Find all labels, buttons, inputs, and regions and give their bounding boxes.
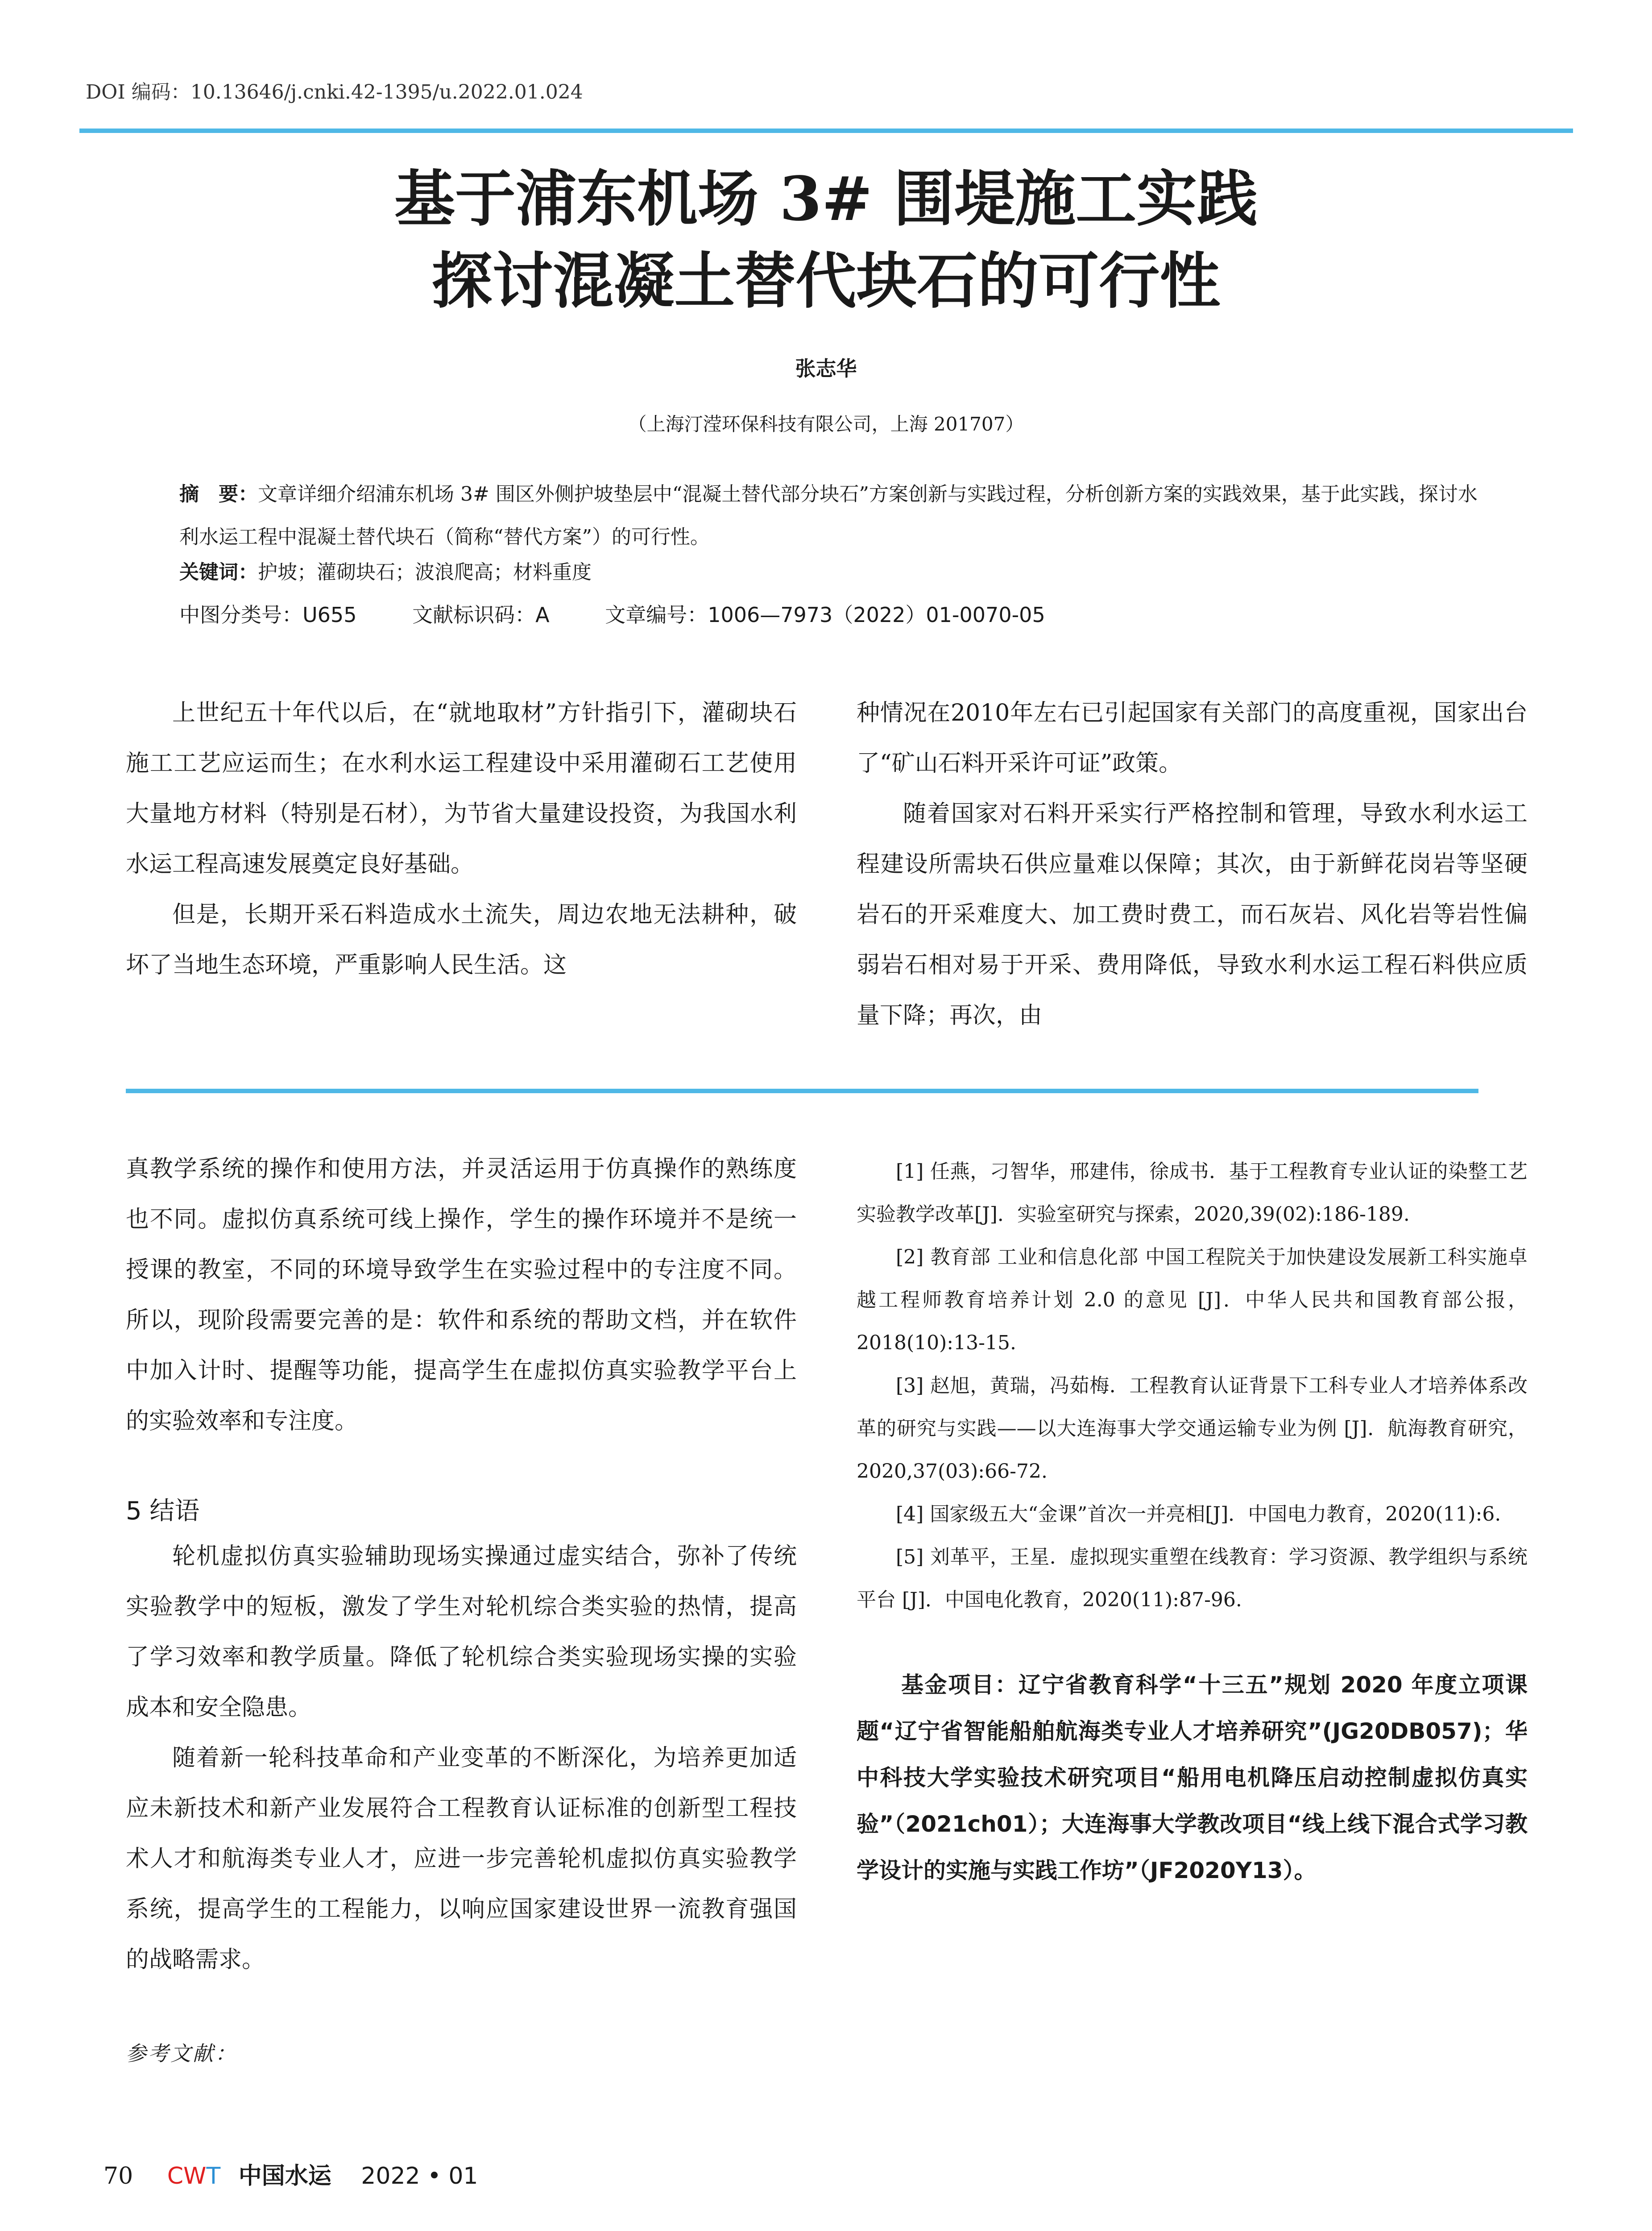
body-paragraph: 上世纪五十年代以后，在“就地取材”方针指引下，灌砌块石施工工艺应运而生；在水利水运工程建设中采用灌砌石工艺使用大量地方材料（特别是石材），为节省大量建设投资，为我国水利水运工程高速发展奠定良好基础。: [126, 700, 797, 878]
body-paragraph: 但是，长期开采石料造成水土流失，周边农地无法耕种，破坏了当地生态环境，严重影响人民生活。这: [126, 901, 797, 979]
section-divider-rule: [126, 1089, 1478, 1093]
conclusion-heading: 5 结语: [126, 1497, 200, 1526]
article-number: 文章编号：1006—7973（2022）01-0070-05: [605, 603, 1045, 627]
journal-name: 中国水运: [238, 2163, 331, 2190]
clc-number: 中图分类号：U655: [179, 603, 357, 627]
abstract: [179, 473, 1482, 559]
keywords: [179, 556, 592, 585]
keywords-text: 护坡；灌砌块石；波浪爬高；材料重度: [258, 561, 592, 584]
issue-number: 2022 • 01: [361, 2163, 478, 2190]
prev-article-right-column: [857, 1150, 1528, 1894]
doi-line: DOI 编码：10.13646/j.cnki.42-1395/u.2022.01.024: [86, 81, 583, 104]
reference-item: [1] 任燕，刁智华，邢建伟，徐成书．基于工程教育专业认证的染整工艺实验教学改革[J]．实验室研究与探索，2020,39(02):186-189.: [857, 1160, 1528, 1226]
logo-cw: CW: [167, 2163, 207, 2190]
reference-item: [2] 教育部 工业和信息化部 中国工程院关于加快建设发展新工科实施卓越工程师教育培养计划 2.0 的意见 [J]．中华人民共和国教育部公报，2018(10):13-15.: [857, 1246, 1528, 1354]
reference-item: [4] 国家级五大“金课”首次一并亮相[J]．中国电力教育，2020(11):6.: [896, 1503, 1501, 1526]
logo-t: T: [206, 2163, 221, 2190]
fund-statement: 基金项目：辽宁省教育科学“十三五”规划 2020 年度立项课题“辽宁省智能船舶航海类专业人才培养研究”(JG20DB057)；华中科技大学实验技术研究项目“船用电机降压启动控制虚拟仿真实验”（2021ch01）；大连海事大学教改项目“线上线下混合式学习教学设计的实施与实践工作坊”（JF2020Y13）。: [857, 1672, 1528, 1883]
reference-list: [857, 1150, 1528, 1621]
page-number: 70: [104, 2163, 133, 2190]
body-paragraph-continued: 种情况在2010年左右已引起国家有关部门的高度重视，国家出台了“矿山石料开采许可证”政策。: [857, 700, 1528, 777]
references-label: 参考文献：: [126, 2041, 237, 2065]
conclusion-paragraph: 随着新一轮科技革命和产业变革的不断深化，为培养更加适应未新技术和新产业发展符合工程教育认证标准的创新型工程技术人才和航海类专业人才，应进一步完善轮机虚拟仿真实验教学系统，提高学生的工程能力，以响应国家建设世界一流教育强国的战略需求。: [126, 1745, 797, 1973]
classification-line: [179, 599, 1094, 628]
header-rule: [79, 129, 1573, 133]
reference-item: [5] 刘革平，王星．虚拟现实重塑在线教育：学习资源、教学组织与系统平台 [J]．中国电化教育，2020(11):87-96.: [857, 1546, 1528, 1611]
abstract-label: 摘 要：: [179, 483, 258, 506]
keywords-label: 关键词：: [179, 561, 258, 584]
prev-article-text: 真教学系统的操作和使用方法，并灵活运用于仿真操作的熟练度也不同。虚拟仿真系统可线上操作，学生的操作环境并不是统一授课的教室，不同的环境导致学生在实验过程中的专注度不同。所以，现阶段需要完善的是：软件和系统的帮助文档，并在软件中加入计时、提醒等功能，提高学生在虚拟仿真实验教学平台上的实验效率和专注度。: [126, 1156, 797, 1435]
author: 张志华: [795, 357, 857, 381]
article-title-line1: 基于浦东机场 3# 围堤施工实践: [394, 163, 1258, 235]
page-footer: [104, 2157, 478, 2190]
reference-item: [3] 赵旭，黄瑞，冯茹梅．工程教育认证背景下工科专业人才培养体系改革的研究与实践——以大连海事大学交通运输专业为例 [J]．航海教育研究，2020,37(03):66-72.: [857, 1374, 1528, 1483]
body-left-column: [126, 688, 797, 991]
abstract-text: 文章详细介绍浦东机场 3# 围区外侧护坡垫层中“混凝土替代部分块石”方案创新与实践过程，分析创新方案的实践效果，基于此实践，探讨水利水运工程中混凝土替代块石（简称“替代方案”）的可行性。: [179, 483, 1478, 548]
body-right-column: [857, 688, 1528, 1041]
document-code: 文献标识码：A: [412, 603, 550, 627]
affiliation: （上海汀滢环保科技有限公司，上海 201707）: [628, 413, 1024, 435]
prev-article-left-column: [126, 1144, 797, 1985]
body-paragraph: 随着国家对石料开采实行严格控制和管理，导致水利水运工程建设所需块石供应量难以保障；其次，由于新鲜花岗岩等坚硬岩石的开采难度大、加工费时费工，而石灰岩、风化岩等岩性偏弱岩石相对易于开采、费用降低，导致水利水运工程石料供应质量下降；再次，由: [857, 800, 1528, 1029]
article-title-line2: 探讨混凝土替代块石的可行性: [431, 245, 1221, 317]
conclusion-paragraph: 轮机虚拟仿真实验辅助现场实操通过虚实结合，弥补了传统实验教学中的短板，激发了学生对轮机综合类实验的热情，提高了学习效率和教学质量。降低了轮机综合类实验现场实操的实验成本和安全隐患。: [126, 1543, 797, 1721]
journal-logo: [167, 2163, 221, 2190]
